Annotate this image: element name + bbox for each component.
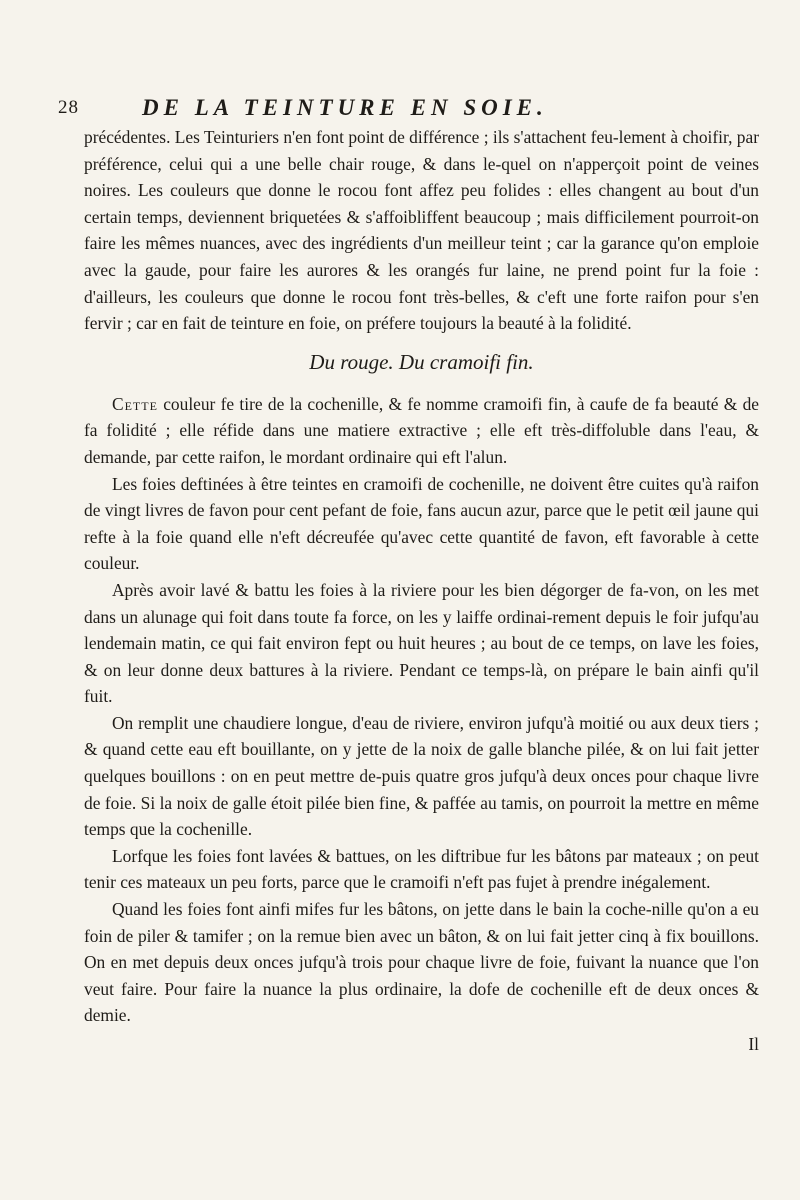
opening-paragraph-text: couleur fe tire de la cochenille, & fe nomme cramoifi fin, à caufe de fa beauté & de fa folidité ; elle réfide dans une matiere extractive ; elle eft très-diffoluble dans l'eau, & demande, par cette raifon, le mordant ordinaire qui eft l'alun. xyxy=(84,393,759,467)
page-number: 28 xyxy=(58,97,79,118)
paragraph-continued: précédentes. Les Teinturiers n'en font point de différence ; ils s'attachent feu-lement à choifir, par préférence, celui qui a une belle chair rouge, & dans le-quel on n'apperçoit point de veines noires. Les couleurs que donne le rocou font affez peu folides : elles changent au bout d'un certain temps, deviennent briquetées & s'affoibliffent beaucoup ; mais difficilement pourroit-on faire les mêmes nuances, avec des ingrédients d'un meilleur teint ; car la garance qu'on emploie avec la gaude, pour faire les aurores & les orangés fur laine, ne prend point fur la foie : d'ailleurs, les couleurs que donne le rocou font très-belles, & c'eft une forte raifon pour s'en fervir ; car en fait de teinture en foie, on préfere toujours la beauté à la folidité. xyxy=(84,127,759,334)
opening-word: Cette xyxy=(112,393,158,414)
running-head: DE LA TEINTURE EN SOIE. xyxy=(142,95,548,120)
paragraph: On remplit une chaudiere longue, d'eau de riviere, environ jufqu'à moitié ou aux deux tiers ; & quand cette eau eft bouillante, on y jette de la noix de galle blanche pilée, & on lui fait jetter quelques bouillons : on en peut mettre de-puis quatre gros jufqu'à deux onces pour chaque livre de foie. Si la noix de galle étoit pilée bien fine, & paffée au tamis, on pourroit la mettre en même temps que la cochenille. xyxy=(84,712,759,840)
paragraph: Les foies deftinées à être teintes en cramoifi de cochenille, ne doivent être cuites qu'à raifon de vingt livres de favon pour cent pefant de foie, fans aucun azur, parce que le petit œil jaune qui refte à la foie quand elle n'eft décreufée qu'avec cette quantité de favon, eft favorable à cette couleur. xyxy=(84,473,759,574)
paragraph: Après avoir lavé & battu les foies à la riviere pour les bien dégorger de fa-von, on les met dans un alunage qui foit dans toute fa force, on les y laiffe ordinai-rement depuis le foir jufqu'au lendemain matin, ce qui fait environ fept ou huit heures ; au bout de ce temps, on lave les foies, & on leur donne deux battures à la riviere. Pendant ce temps-là, on prépare le bain ainfi qu'il fuit. xyxy=(84,579,759,707)
body-text xyxy=(84,124,759,1058)
paragraph-section-opening xyxy=(84,391,759,471)
paragraph: Lorfque les foies font lavées & battues, on les diftribue fur les bâtons par mateaux ; on peut tenir ces mateaux un peu forts, parce que le cramoifi n'eft pas fujet à prendre inégalement. xyxy=(84,845,759,893)
paragraph: Quand les foies font ainfi mifes fur les bâtons, on jette dans le bain la coche-nille qu'on a eu foin de piler & tamifer ; on la remue bien avec un bâton, & on lui fait jetter cinq à fix bouillons. On en met depuis deux onces jufqu'à trois pour chaque livre de foie, fuivant la nuance que l'on veut faire. Pour faire la nuance la plus ordinaire, la dofe de cochenille eft de deux onces & demie. xyxy=(84,899,759,1026)
section-title: Du rouge. Du cramoifi fin. xyxy=(309,349,534,374)
catchword: Il xyxy=(748,1034,759,1054)
